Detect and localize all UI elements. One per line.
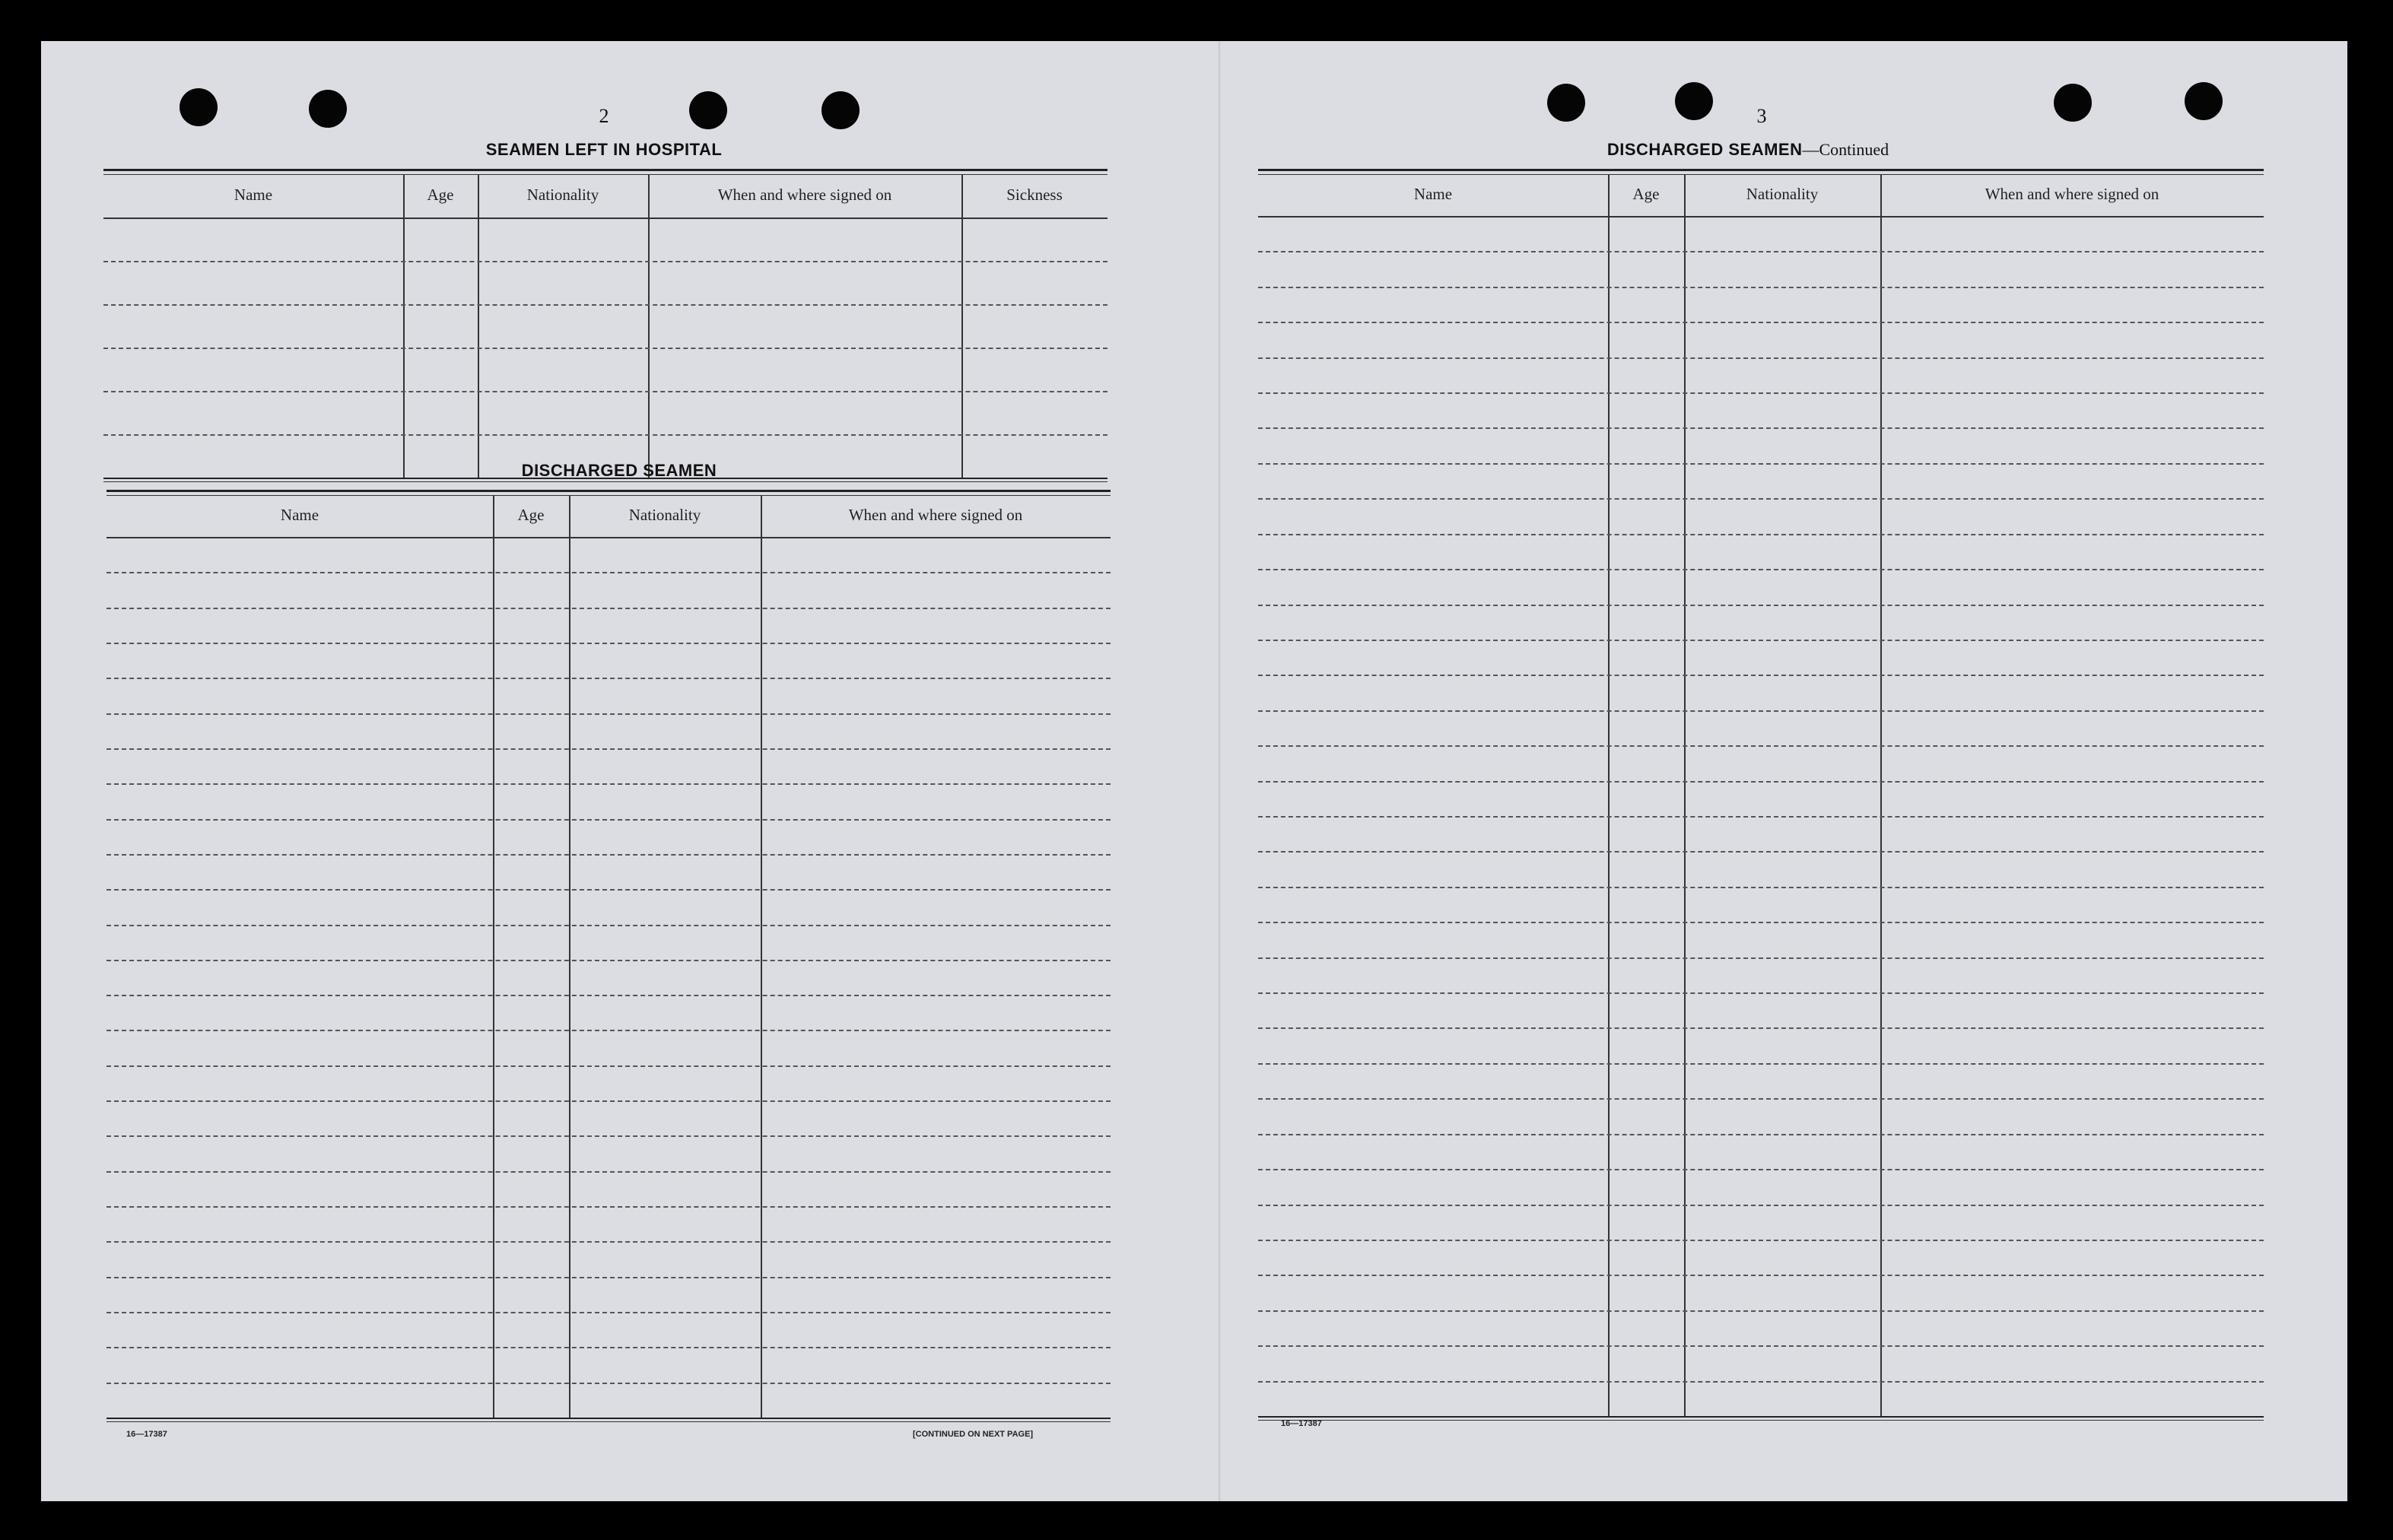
- row-line: [103, 304, 1108, 306]
- row-line: [1258, 1275, 2264, 1276]
- column-divider: [403, 175, 405, 478]
- row-line: [1258, 392, 2264, 394]
- form-sheet: [41, 41, 2347, 1501]
- row-line: [1258, 1063, 2264, 1065]
- page-number-left: 2: [599, 105, 609, 127]
- column-header: When and where signed on: [1985, 185, 2159, 203]
- row-line: [106, 1347, 1111, 1348]
- punch-hole: [1547, 84, 1585, 122]
- table-bottom-rule-thin: [103, 481, 1108, 482]
- row-line: [106, 1206, 1111, 1208]
- column-divider: [1880, 175, 1882, 1416]
- row-line: [1258, 357, 2264, 359]
- row-line: [106, 1135, 1111, 1137]
- row-line: [1258, 957, 2264, 959]
- column-header: When and where signed on: [717, 186, 892, 204]
- punch-hole: [309, 90, 347, 128]
- column-divider: [961, 175, 963, 478]
- discharged-continued-title-main: DISCHARGED SEAMEN: [1606, 140, 1803, 159]
- row-line: [106, 1312, 1111, 1313]
- row-line: [106, 1241, 1111, 1243]
- row-line: [103, 348, 1108, 349]
- page-fold: [1219, 41, 1220, 1501]
- row-line: [1258, 640, 2264, 641]
- row-line: [106, 819, 1111, 821]
- column-header: Name: [234, 186, 273, 204]
- row-line: [106, 748, 1111, 750]
- hospital-table: [103, 169, 1108, 482]
- table-top-rule: [106, 490, 1111, 492]
- discharged-section-title: DISCHARGED SEAMEN: [521, 461, 717, 480]
- form-number-left: 16—17387: [126, 1430, 167, 1439]
- column-divider: [478, 175, 479, 478]
- column-divider: [648, 175, 650, 478]
- discharged-continued-suffix: —Continued: [1802, 140, 1889, 159]
- row-line: [1258, 605, 2264, 606]
- row-line: [1258, 1027, 2264, 1029]
- row-line: [106, 783, 1111, 785]
- page-number-right: 3: [1756, 105, 1767, 127]
- row-line: [1258, 569, 2264, 570]
- column-header: Name: [1413, 185, 1453, 203]
- row-line: [1258, 781, 2264, 783]
- row-line: [106, 1383, 1111, 1384]
- row-line: [1258, 322, 2264, 323]
- row-line: [106, 713, 1111, 715]
- table-header-rule: [106, 537, 1111, 538]
- column-header: Age: [517, 506, 545, 524]
- row-line: [106, 572, 1111, 573]
- row-line: [1258, 427, 2264, 429]
- table-bottom-rule: [106, 1418, 1111, 1419]
- row-line: [1258, 1098, 2264, 1100]
- punch-hole: [180, 88, 218, 126]
- punch-hole: [2054, 84, 2092, 122]
- discharged-continued-table: [1258, 169, 2264, 1421]
- row-line: [1258, 1134, 2264, 1135]
- row-line: [103, 261, 1108, 262]
- row-line: [1258, 287, 2264, 288]
- row-line: [1258, 251, 2264, 252]
- row-line: [1258, 1240, 2264, 1241]
- column-header: Nationality: [1746, 185, 1819, 203]
- table-top-rule-thin: [1258, 174, 2264, 175]
- column-divider: [569, 496, 570, 1418]
- column-header: Sickness: [1006, 186, 1063, 204]
- row-line: [1258, 675, 2264, 676]
- punch-hole: [2185, 82, 2223, 120]
- row-line: [1258, 745, 2264, 747]
- continued-note: [CONTINUED ON NEXT PAGE]: [913, 1430, 1034, 1439]
- row-line: [106, 889, 1111, 891]
- row-line: [1258, 992, 2264, 994]
- row-line: [103, 434, 1108, 436]
- row-line: [1258, 534, 2264, 535]
- table-top-rule: [103, 169, 1108, 171]
- column-divider: [1608, 175, 1610, 1416]
- column-divider: [493, 496, 494, 1418]
- row-line: [106, 1030, 1111, 1031]
- column-header: Age: [1632, 185, 1660, 203]
- table-top-rule-thin: [106, 495, 1111, 496]
- column-header: Age: [427, 186, 454, 204]
- column-divider: [761, 496, 762, 1418]
- row-line: [106, 925, 1111, 926]
- row-line: [106, 1065, 1111, 1067]
- row-line: [1258, 851, 2264, 853]
- row-line: [1258, 1381, 2264, 1383]
- table-bottom-rule-thin: [106, 1421, 1111, 1422]
- row-line: [106, 854, 1111, 856]
- row-line: [1258, 1169, 2264, 1170]
- discharged-table: [106, 490, 1111, 1422]
- form-number-right: 16—17387: [1281, 1419, 1322, 1428]
- table-header-rule: [103, 218, 1108, 219]
- row-line: [1258, 1310, 2264, 1312]
- punch-hole: [822, 91, 860, 129]
- row-line: [1258, 922, 2264, 923]
- row-line: [106, 995, 1111, 996]
- column-header: When and where signed on: [848, 506, 1023, 524]
- column-header: Name: [280, 506, 319, 524]
- row-line: [1258, 887, 2264, 888]
- row-line: [106, 1171, 1111, 1173]
- punch-hole: [1675, 82, 1713, 120]
- row-line: [106, 1277, 1111, 1278]
- row-line: [106, 643, 1111, 644]
- row-line: [1258, 816, 2264, 818]
- row-line: [103, 391, 1108, 392]
- row-line: [106, 678, 1111, 679]
- column-header: Nationality: [628, 506, 701, 524]
- table-bottom-rule: [1258, 1416, 2264, 1418]
- row-line: [106, 960, 1111, 961]
- table-bottom-rule-thin: [1258, 1420, 2264, 1421]
- table-top-rule-thin: [103, 174, 1108, 175]
- row-line: [1258, 1205, 2264, 1206]
- row-line: [1258, 498, 2264, 500]
- table-header-rule: [1258, 216, 2264, 218]
- column-divider: [1684, 175, 1686, 1416]
- discharged-continued-title: [1607, 140, 1889, 160]
- column-header: Nationality: [526, 186, 599, 204]
- hospital-section-title: SEAMEN LEFT IN HOSPITAL: [485, 140, 723, 159]
- row-line: [1258, 463, 2264, 465]
- row-line: [106, 1100, 1111, 1102]
- row-line: [106, 608, 1111, 609]
- row-line: [1258, 1345, 2264, 1347]
- punch-hole: [689, 91, 727, 129]
- row-line: [1258, 710, 2264, 712]
- table-top-rule: [1258, 169, 2264, 171]
